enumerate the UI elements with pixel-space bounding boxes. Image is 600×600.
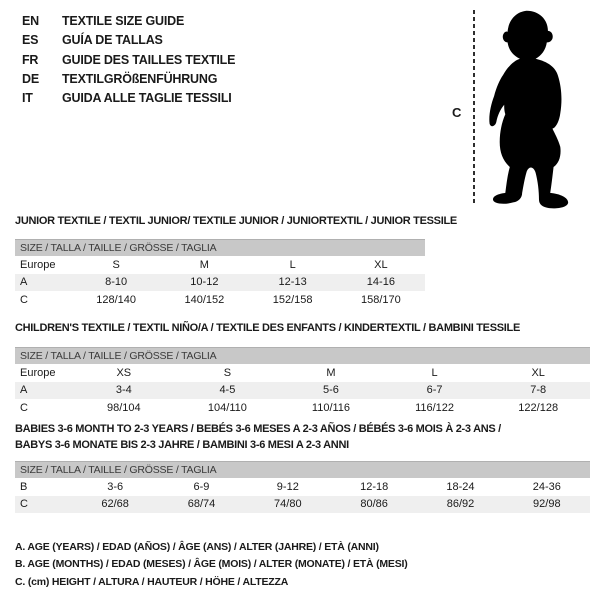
legend-height-cm: C. (cm) HEIGHT / ALTURA / HAUTEUR / HÖHE / ALTEZZA xyxy=(15,575,289,588)
children-table xyxy=(15,347,590,417)
language-label: GUÍA DE TALLAS xyxy=(62,33,163,48)
row-label: B xyxy=(20,480,28,493)
language-label: GUIDA ALLE TAGLIE TESSILI xyxy=(62,91,232,106)
height-cell: 74/80 xyxy=(274,498,302,511)
size-cell: L xyxy=(431,366,438,379)
height-cell: 86/92 xyxy=(446,498,475,511)
age-cell: 5-6 xyxy=(323,384,339,397)
children-size-table xyxy=(15,364,590,417)
baby-silhouette xyxy=(484,6,576,212)
babies-table xyxy=(15,461,590,513)
height-cell: 152/158 xyxy=(272,293,313,306)
row-label: A xyxy=(20,276,28,289)
language-code: IT xyxy=(22,91,33,106)
language-row-it xyxy=(22,89,235,108)
language-code: FR xyxy=(22,52,39,67)
babies-table-title xyxy=(15,422,590,453)
babies-title-line1: BABIES 3-6 MONTH TO 2-3 YEARS / BEBÉS 3-6 MESES A 2-3 AÑOS / BÉBÉS 3-6 MOIS À 2-3 ANS / xyxy=(15,423,501,435)
height-cell: 122/128 xyxy=(518,401,559,414)
children-age-row xyxy=(15,382,590,400)
junior-size-table xyxy=(15,256,425,309)
size-cell: L xyxy=(289,258,296,271)
babies-months-row xyxy=(15,478,590,496)
height-measure-dashed-line xyxy=(473,10,475,206)
height-measure-label: C xyxy=(452,105,462,120)
language-label: GUIDE DES TAILLES TEXTILE xyxy=(62,52,236,67)
months-cell: 9-12 xyxy=(276,480,299,493)
height-cell: 80/86 xyxy=(360,498,388,511)
language-code: DE xyxy=(22,71,39,86)
months-cell: 3-6 xyxy=(107,480,124,493)
height-cell: 110/116 xyxy=(311,401,351,414)
language-row-es xyxy=(22,31,235,50)
junior-height-row xyxy=(15,291,425,309)
language-label: TEXTILE SIZE GUIDE xyxy=(62,14,185,28)
row-label: A xyxy=(20,384,28,397)
region-label: Europe xyxy=(20,366,56,379)
height-cell: 98/104 xyxy=(106,401,141,414)
language-row-fr xyxy=(22,51,235,70)
junior-table xyxy=(15,239,425,309)
babies-height-row xyxy=(15,496,590,514)
size-cell: XL xyxy=(374,258,388,271)
size-cell: XL xyxy=(531,366,545,379)
babies-title-line2: BABYS 3-6 MONATE BIS 2-3 JAHRE / BAMBINI 3-6 MESI A 2-3 ANNI xyxy=(15,438,349,451)
months-cell: 6-9 xyxy=(193,480,210,493)
row-label: C xyxy=(20,498,28,511)
age-cell: 4-5 xyxy=(219,384,236,397)
size-cell: S xyxy=(223,366,232,379)
row-label: C xyxy=(20,293,28,306)
months-cell: 18-24 xyxy=(446,480,475,493)
age-cell: 10-12 xyxy=(190,276,219,289)
legend-age-months: B. AGE (MONTHS) / EDAD (MESES) / ÂGE (MOIS) / ALTER (MONATE) / ETÀ (MESI) xyxy=(15,558,408,571)
age-cell: 12-13 xyxy=(278,276,307,289)
language-code: ES xyxy=(22,33,39,48)
junior-table-title: JUNIOR TEXTILE / TEXTIL JUNIOR/ TEXTILE JUNIOR / JUNIORTEXTIL / JUNIOR TESSILE xyxy=(15,215,457,227)
language-row-en xyxy=(22,12,235,31)
babies-size-header: SIZE / TALLA / TAILLE / GRÖSSE / TAGLIA xyxy=(15,461,590,478)
height-cell: 92/98 xyxy=(533,498,561,511)
legend-age-years: A. AGE (YEARS) / EDAD (AÑOS) / ÂGE (ANS) / ALTER (JAHRE) / ETÀ (ANNI) xyxy=(15,541,379,553)
junior-size-header: SIZE / TALLA / TAILLE / GRÖSSE / TAGLIA xyxy=(15,239,425,256)
age-cell: 7-8 xyxy=(530,384,547,397)
junior-age-row xyxy=(15,274,425,292)
row-label: C xyxy=(20,401,28,414)
height-cell: 140/152 xyxy=(184,293,225,306)
height-cell: 158/170 xyxy=(360,293,401,306)
children-size-header: SIZE / TALLA / TAILLE / GRÖSSE / TAGLIA xyxy=(15,347,590,364)
age-cell: 14-16 xyxy=(366,276,395,289)
language-label: TEXTILGRÖßENFÜHRUNG xyxy=(62,71,218,86)
babies-size-table xyxy=(15,478,590,513)
children-region-row xyxy=(15,364,590,382)
language-code: EN xyxy=(22,14,39,28)
region-label: Europe xyxy=(20,258,56,271)
months-cell: 12-18 xyxy=(360,480,389,493)
legend xyxy=(15,539,408,591)
size-cell: S xyxy=(112,258,120,271)
height-cell: 116/122 xyxy=(415,401,455,414)
age-cell: 6-7 xyxy=(426,384,443,397)
language-list xyxy=(22,12,235,108)
height-cell: 104/110 xyxy=(207,401,247,414)
height-cell: 62/68 xyxy=(101,498,129,511)
months-cell: 24-36 xyxy=(532,480,561,493)
size-cell: XS xyxy=(116,366,132,379)
size-cell: M xyxy=(199,258,209,271)
size-cell: M xyxy=(326,366,336,379)
children-table-title: CHILDREN'S TEXTILE / TEXTIL NIÑO/A / TEXTILE DES ENFANTS / KINDERTEXTIL / BAMBINI TESSILE xyxy=(15,322,520,334)
language-row-de xyxy=(22,70,235,89)
age-cell: 3-4 xyxy=(115,384,132,397)
junior-region-row xyxy=(15,256,425,274)
children-height-row xyxy=(15,399,590,417)
height-cell: 68/74 xyxy=(187,498,216,511)
age-cell: 8-10 xyxy=(105,276,128,289)
height-cell: 128/140 xyxy=(96,293,136,306)
